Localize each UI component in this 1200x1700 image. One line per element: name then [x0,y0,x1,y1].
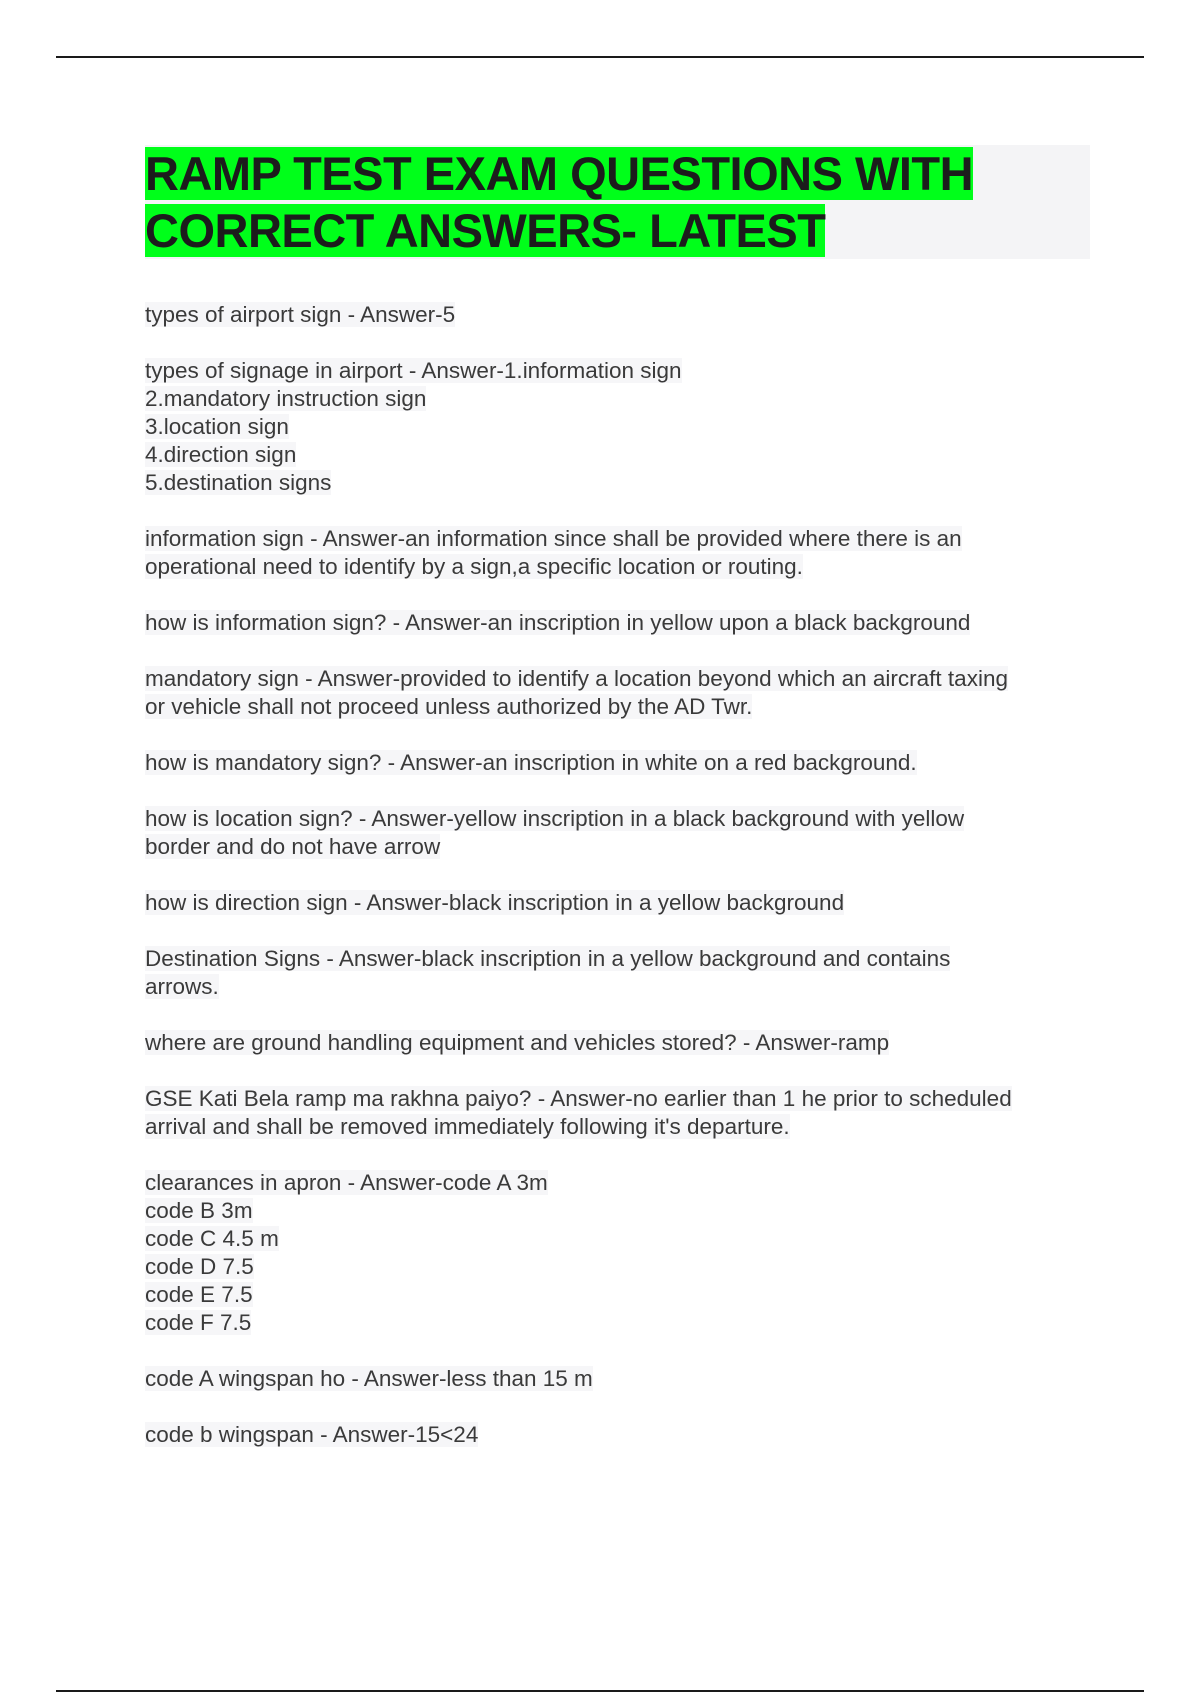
qa-item: code A wingspan ho - Answer-less than 15 m [145,1366,593,1391]
qa-item: clearances in apron - Answer-code A 3m code B 3m code C 4.5 m code D 7.5 code E 7.5 code F 7.5 [145,1170,548,1335]
qa-item: how is information sign? - Answer-an inscription in yellow upon a black background [145,610,971,635]
header-rule [56,56,1144,58]
qa-item: where are ground handling equipment and vehicles stored? - Answer-ramp [145,1030,890,1055]
qa-item: how is direction sign - Answer-black inscription in a yellow background [145,890,845,915]
qa-item: code b wingspan - Answer-15<24 [145,1422,479,1447]
qa-item: types of signage in airport - Answer-1.information sign 2.mandatory instruction sign 3.location sign 4.direction sign 5.destination signs [145,358,682,495]
qa-item: types of airport sign - Answer-5 [145,302,456,327]
qa-item: Destination Signs - Answer-black inscription in a yellow background and contains arrows. [145,946,951,999]
qa-item: information sign - Answer-an information since shall be provided where there is an operational need to identify by a sign,a specific location or routing. [145,526,962,579]
qa-item: mandatory sign - Answer-provided to identify a location beyond which an aircraft taxing or vehicle shall not proceed unless authorized by the AD Twr. [145,666,1008,719]
footer-rule [56,1690,1144,1692]
title-highlight: RAMP TEST EXAM QUESTIONS WITH CORRECT ANSWERS- LATEST [145,147,974,257]
qa-item: how is mandatory sign? - Answer-an inscription in white on a red background. [145,750,917,775]
document-body [145,145,1090,1477]
qa-item: GSE Kati Bela ramp ma rakhna paiyo? - Answer-no earlier than 1 he prior to scheduled arrival and shall be removed immediately following it's departure. [145,1086,1012,1139]
qa-item: how is location sign? - Answer-yellow inscription in a black background with yellow border and do not have arrow [145,806,965,859]
document-title [145,145,1090,259]
title-block [145,145,1090,259]
